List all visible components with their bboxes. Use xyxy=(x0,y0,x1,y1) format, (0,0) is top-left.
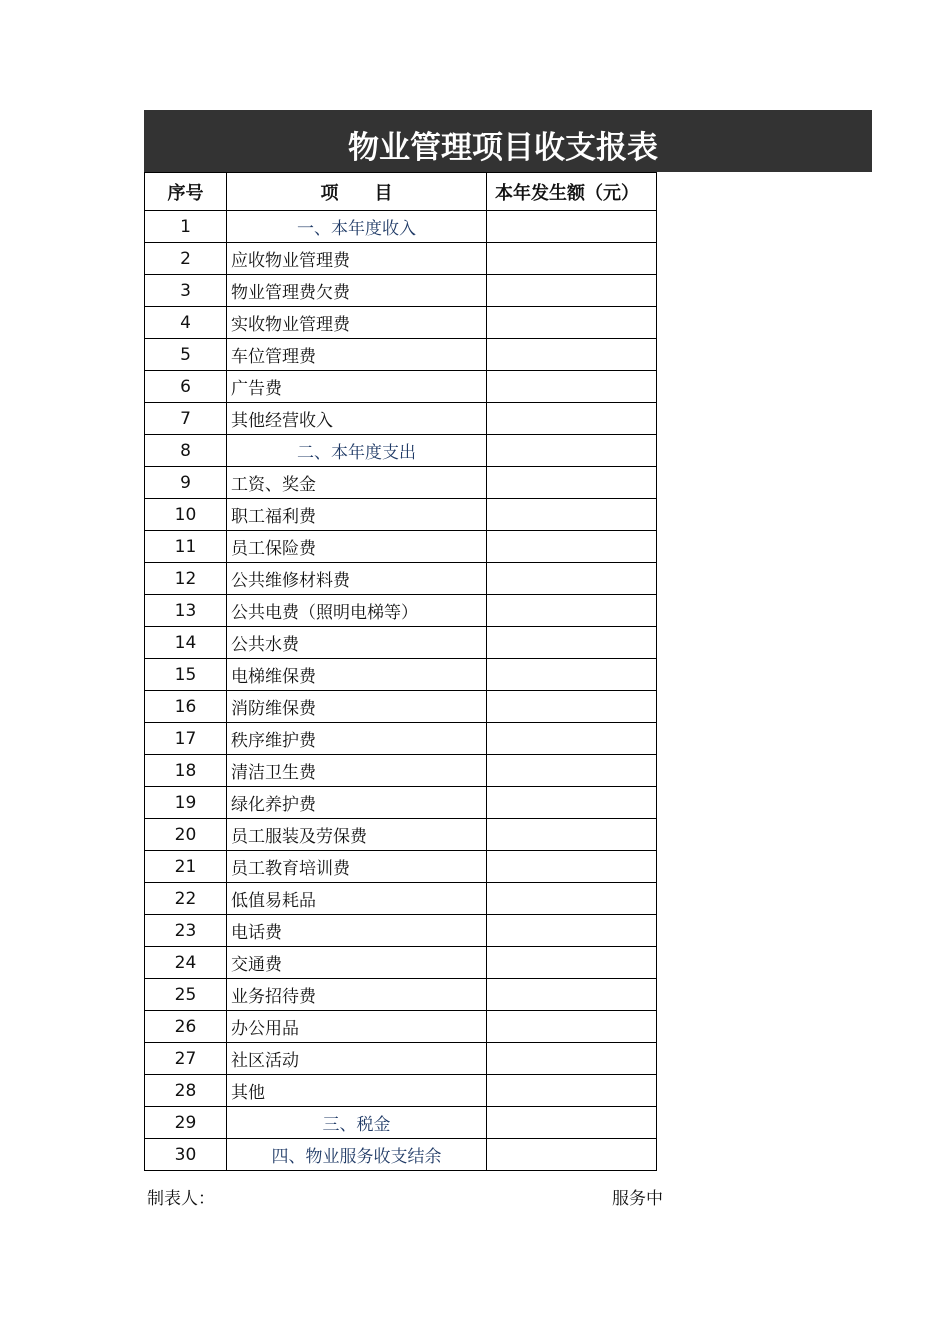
row-seq: 13 xyxy=(145,595,227,627)
row-amount-cell[interactable] xyxy=(487,339,657,371)
table-row xyxy=(145,403,657,435)
row-amount-cell[interactable] xyxy=(487,1011,657,1043)
row-item: 其他 xyxy=(227,1075,487,1107)
row-seq: 27 xyxy=(145,1043,227,1075)
row-seq: 12 xyxy=(145,563,227,595)
row-item: 员工保险费 xyxy=(227,531,487,563)
row-amount-cell[interactable] xyxy=(487,883,657,915)
preparer-label: 制表人： xyxy=(147,1189,215,1209)
row-item: 公共电费（照明电梯等） xyxy=(227,595,487,627)
table-row xyxy=(145,499,657,531)
header-amount: 本年发生额（元） xyxy=(487,173,657,211)
row-item: 员工服装及劳保费 xyxy=(227,819,487,851)
row-item: 业务招待费 xyxy=(227,979,487,1011)
row-amount-cell[interactable] xyxy=(487,243,657,275)
table-row xyxy=(145,275,657,307)
table-row xyxy=(145,467,657,499)
table-row xyxy=(145,435,657,467)
row-amount-cell[interactable] xyxy=(487,371,657,403)
table-row xyxy=(145,723,657,755)
row-amount-cell[interactable] xyxy=(487,819,657,851)
report-title: 物业管理项目收支报表 xyxy=(348,130,658,166)
report-table xyxy=(144,172,657,1171)
row-amount-cell[interactable] xyxy=(487,467,657,499)
row-amount-cell[interactable] xyxy=(487,723,657,755)
row-amount-cell[interactable] xyxy=(487,627,657,659)
row-seq: 28 xyxy=(145,1075,227,1107)
row-item: 秩序维护费 xyxy=(227,723,487,755)
table-row xyxy=(145,1107,657,1139)
table-row xyxy=(145,339,657,371)
row-seq: 18 xyxy=(145,755,227,787)
row-amount-cell[interactable] xyxy=(487,979,657,1011)
row-section-title: 四、物业服务收支结余 xyxy=(227,1139,487,1171)
row-seq: 25 xyxy=(145,979,227,1011)
row-amount-cell[interactable] xyxy=(487,595,657,627)
row-seq: 9 xyxy=(145,467,227,499)
table-row xyxy=(145,915,657,947)
row-seq: 23 xyxy=(145,915,227,947)
row-section-title: 三、税金 xyxy=(227,1107,487,1139)
row-item: 广告费 xyxy=(227,371,487,403)
footer-right-label: 服务中 xyxy=(612,1189,663,1209)
row-item: 工资、奖金 xyxy=(227,467,487,499)
row-item: 清洁卫生费 xyxy=(227,755,487,787)
row-seq: 1 xyxy=(145,211,227,243)
row-item: 公共维修材料费 xyxy=(227,563,487,595)
row-item: 车位管理费 xyxy=(227,339,487,371)
table-row xyxy=(145,851,657,883)
header-seq: 序号 xyxy=(145,173,227,211)
row-seq: 11 xyxy=(145,531,227,563)
row-item: 电话费 xyxy=(227,915,487,947)
table-row xyxy=(145,659,657,691)
row-amount-cell[interactable] xyxy=(487,499,657,531)
row-seq: 2 xyxy=(145,243,227,275)
row-item: 职工福利费 xyxy=(227,499,487,531)
header-item: 项 目 xyxy=(227,173,487,211)
row-seq: 30 xyxy=(145,1139,227,1171)
row-amount-cell[interactable] xyxy=(487,275,657,307)
table-row xyxy=(145,1043,657,1075)
row-item: 物业管理费欠费 xyxy=(227,275,487,307)
table-row xyxy=(145,531,657,563)
table-row xyxy=(145,563,657,595)
row-seq: 24 xyxy=(145,947,227,979)
row-item: 公共水费 xyxy=(227,627,487,659)
table-row xyxy=(145,243,657,275)
row-seq: 26 xyxy=(145,1011,227,1043)
row-item: 应收物业管理费 xyxy=(227,243,487,275)
row-amount-cell[interactable] xyxy=(487,435,657,467)
table-row xyxy=(145,627,657,659)
row-amount-cell[interactable] xyxy=(487,1139,657,1171)
table-row xyxy=(145,947,657,979)
row-item: 实收物业管理费 xyxy=(227,307,487,339)
row-seq: 3 xyxy=(145,275,227,307)
row-seq: 29 xyxy=(145,1107,227,1139)
table-row xyxy=(145,307,657,339)
row-seq: 6 xyxy=(145,371,227,403)
row-amount-cell[interactable] xyxy=(487,531,657,563)
row-amount-cell[interactable] xyxy=(487,211,657,243)
row-seq: 16 xyxy=(145,691,227,723)
table-row xyxy=(145,691,657,723)
row-section-title: 一、本年度收入 xyxy=(227,211,487,243)
row-seq: 22 xyxy=(145,883,227,915)
table-row xyxy=(145,371,657,403)
row-amount-cell[interactable] xyxy=(487,403,657,435)
row-item: 消防维保费 xyxy=(227,691,487,723)
row-item: 办公用品 xyxy=(227,1011,487,1043)
table-row xyxy=(145,819,657,851)
table-row xyxy=(145,595,657,627)
row-seq: 21 xyxy=(145,851,227,883)
row-amount-cell[interactable] xyxy=(487,755,657,787)
row-seq: 4 xyxy=(145,307,227,339)
row-item: 交通费 xyxy=(227,947,487,979)
row-amount-cell[interactable] xyxy=(487,563,657,595)
header-row xyxy=(145,173,657,211)
row-amount-cell[interactable] xyxy=(487,691,657,723)
row-seq: 7 xyxy=(145,403,227,435)
table-row xyxy=(145,787,657,819)
row-amount-cell[interactable] xyxy=(487,1107,657,1139)
row-amount-cell[interactable] xyxy=(487,851,657,883)
table-row xyxy=(145,211,657,243)
row-seq: 19 xyxy=(145,787,227,819)
row-seq: 14 xyxy=(145,627,227,659)
table-row xyxy=(145,1075,657,1107)
table-row xyxy=(145,979,657,1011)
title-clip xyxy=(144,110,656,172)
row-item: 低值易耗品 xyxy=(227,883,487,915)
row-item: 其他经营收入 xyxy=(227,403,487,435)
row-section-title: 二、本年度支出 xyxy=(227,435,487,467)
row-seq: 20 xyxy=(145,819,227,851)
row-seq: 8 xyxy=(145,435,227,467)
row-seq: 5 xyxy=(145,339,227,371)
row-item: 员工教育培训费 xyxy=(227,851,487,883)
table-row xyxy=(145,1011,657,1043)
row-item: 电梯维保费 xyxy=(227,659,487,691)
row-amount-cell[interactable] xyxy=(487,947,657,979)
row-amount-cell[interactable] xyxy=(487,307,657,339)
row-amount-cell[interactable] xyxy=(487,915,657,947)
row-item: 绿化养护费 xyxy=(227,787,487,819)
row-seq: 10 xyxy=(145,499,227,531)
table-body xyxy=(145,211,657,1171)
table-row xyxy=(145,1139,657,1171)
table-row xyxy=(145,883,657,915)
row-seq: 17 xyxy=(145,723,227,755)
row-item: 社区活动 xyxy=(227,1043,487,1075)
title-bar xyxy=(144,110,872,172)
row-amount-cell[interactable] xyxy=(487,787,657,819)
row-amount-cell[interactable] xyxy=(487,659,657,691)
row-amount-cell[interactable] xyxy=(487,1075,657,1107)
row-seq: 15 xyxy=(145,659,227,691)
footer-right-clip xyxy=(612,1180,663,1210)
row-amount-cell[interactable] xyxy=(487,1043,657,1075)
table-row xyxy=(145,755,657,787)
